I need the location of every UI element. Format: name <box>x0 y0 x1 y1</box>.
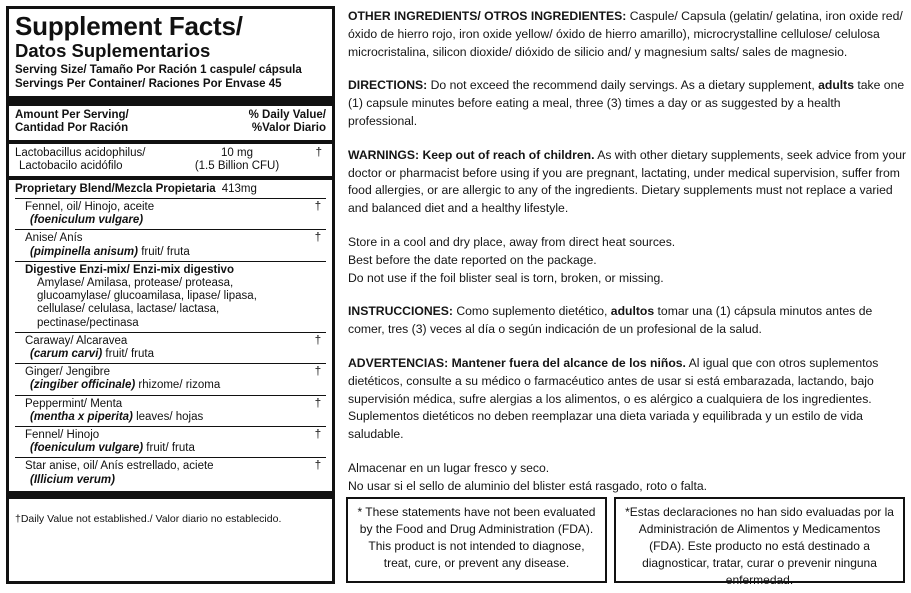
ingredient-name: Star anise, oil/ Anís estrellado, aciete <box>25 460 214 473</box>
instrucciones-text-end: tomar una (1) cápsula minutos antes de comer, tres (3) veces al día o según indicación de un profesional de la salud. <box>348 304 873 337</box>
amount-header: Amount Per Serving/ <box>15 109 129 121</box>
ingredient-row <box>15 333 326 364</box>
ingredient-latin: (zingiber officinale) <box>30 379 136 392</box>
directions-label: DIRECTIONS: <box>348 78 428 93</box>
enzyme-line: glucoamylase/ glucoamilasa, lipase/ lipasa, <box>37 290 257 303</box>
directions <box>348 77 908 130</box>
lacto-name-es: Lactobacilo acidófilo <box>19 160 123 172</box>
divider-thick <box>9 96 332 106</box>
ingredient-latin: (mentha x piperita) <box>30 410 133 423</box>
lacto-dagger: † <box>315 147 322 159</box>
digestive-title: Digestive Enzi-mix/ Enzi-mix digestivo <box>25 263 234 276</box>
ingredient-part: fruit/ fruta <box>143 442 195 455</box>
servings-per-container: Servings Per Container/ Raciones Por Envase 45 <box>15 77 282 90</box>
divider-thick <box>9 491 332 499</box>
advertencias-body: Al igual que con otros suplementos dietéticos, consulte a su médico o farmacéutico antes de usar si está embarazada, lactando, bajo supervisión médica, sufre alergias a los alimentos, o es alérgico a cualquiera de los ingredientes. Suplementos dietéticos no deben reemplazar una dieta variada y equilibrada y un estilo de vida saludable. <box>348 355 879 442</box>
instrucciones <box>348 303 908 339</box>
ingredient-row <box>15 396 326 427</box>
enzyme-line: pectinase/pectinasa <box>37 316 139 329</box>
dv-header: % Daily Value/ <box>248 109 326 121</box>
lacto-name: Lactobacillus acidophilus/ <box>15 147 146 159</box>
fda-disclaimer-en: * These statements have not been evaluated by the Food and Drug Administration (FDA). This product is not intended to diagnose, treat, cure, or prevent any disease. <box>346 497 607 583</box>
ingredient-name: Fennel/ Hinojo <box>25 429 100 442</box>
dagger: † <box>314 201 322 213</box>
advertencias <box>348 355 908 444</box>
other-ingredients-label: OTHER INGREDIENTS/ OTROS INGREDIENTES: <box>348 9 627 23</box>
ingredient-name: Caraway/ Alcaravea <box>25 334 128 347</box>
supplement-facts-panel <box>6 6 335 584</box>
lacto-cfu: (1.5 Billion CFU) <box>194 160 280 172</box>
lactobacillus-row <box>15 144 326 176</box>
facts-title-es: Datos Suplementarios <box>15 40 211 61</box>
ingredient-row <box>15 364 326 395</box>
directions-adults: adults <box>818 78 854 93</box>
amount-header-row <box>15 109 326 138</box>
warnings-keep-out: Keep out of reach of children. <box>419 147 595 162</box>
dagger: † <box>314 460 322 473</box>
label-text-column <box>348 8 908 496</box>
ingredient-part: leaves/ hojas <box>132 410 204 423</box>
ingredient-latin: (carum carvi) <box>30 348 103 361</box>
dv-header-es: %Valor Diario <box>251 122 326 134</box>
dagger: † <box>314 232 322 245</box>
almacenar-line: No usar si el sello de aluminio del blister está rasgado, roto o falta. <box>348 478 708 493</box>
instrucciones-adultos: adultos <box>610 304 655 319</box>
warnings-body: As with other dietary supplements, seek advice from your doctor or pharmacist before using if you are pregnant, lactating, under medical supervision, suffer from food allergies, or are allergic to any of the ingredients. Dietary supplements must not replace a varied and balanced diet and a healthy lifestyle. <box>348 147 907 216</box>
ingredient-latin: (Illicium verum) <box>30 473 115 486</box>
ingredient-name: Anise/ Anís <box>25 232 83 245</box>
storage-line: Best before the date reported on the package. <box>348 252 597 267</box>
facts-title: Supplement Facts/ <box>15 11 243 41</box>
instrucciones-label: INSTRUCCIONES: <box>348 304 453 319</box>
enzyme-line: Amylase/ Amilasa, protease/ proteasa, <box>37 277 234 290</box>
dagger: † <box>314 366 322 379</box>
ingredient-row <box>15 230 326 261</box>
ingredient-row <box>15 427 326 458</box>
ingredient-part: fruit/ fruta <box>138 245 190 258</box>
almacenar-line: Almacenar en un lugar fresco y seco. <box>348 460 550 475</box>
instrucciones-text: Como suplemento dietético, <box>452 304 611 319</box>
ingredient-part: rhizome/ rizoma <box>135 379 221 392</box>
enzyme-line: cellulase/ celulasa, lactase/ lactasa, <box>37 303 220 316</box>
other-ingredients-body: Caspule/ Capsula (gelatin/ gelatina, iron oxide red/ óxido de hierro rojo, iron oxide yellow/ óxido de hierro amarillo), microcrystalline cellulose/ celulosa microcristalina, silicon dioxide/ dióxido de silicio and/ y magnesium salts/ sales de magnesio. <box>348 9 903 59</box>
fda-disclaimer-es: *Estas declaraciones no han sido evaluadas por la Administración de Alimentos y Medicamentos (FDA). Este producto no está destinado a diagnosticar, tratar, curar o prevenir ninguna enfermedad. <box>614 497 905 583</box>
directions-text-end: take one (1) capsule minutes before eating a meal, three (3) times a day or as suggested by a health professional. <box>348 78 905 128</box>
ingredient-row <box>15 458 326 488</box>
blend-label: Proprietary Blend/Mezcla Propietaria <box>15 183 216 195</box>
ingredient-latin: (foeniculum vulgare) <box>30 442 144 455</box>
warnings <box>348 147 908 218</box>
ingredient-part: fruit/ fruta <box>102 348 155 361</box>
storage-line: Do not use if the foil blister seal is torn, broken, or missing. <box>348 270 664 285</box>
digestive-enzyme-row <box>15 262 326 333</box>
advertencias-keep-out: Mantener fuera del alcance de los niños. <box>448 355 686 370</box>
ingredient-latin: (pimpinella anisum) <box>30 245 138 258</box>
lacto-amount: 10 mg <box>221 147 253 159</box>
ingredient-name: Peppermint/ Menta <box>25 397 123 410</box>
advertencias-label: ADVERTENCIAS: <box>348 355 449 370</box>
ingredient-row <box>15 199 326 230</box>
ingredient-name: Ginger/ Jengibre <box>25 366 111 379</box>
dagger: † <box>314 397 322 410</box>
blend-amount: 413mg <box>221 183 257 195</box>
storage-line: Store in a cool and dry place, away from direct heat sources. <box>348 234 676 249</box>
other-ingredients <box>348 8 908 61</box>
directions-text: Do not exceed the recommend daily servings. As a dietary supplement, <box>427 78 819 93</box>
daily-value-footnote: †Daily Value not established./ Valor diario no establecido. <box>15 512 282 525</box>
dagger: † <box>314 334 322 347</box>
proprietary-blend-row <box>15 180 326 199</box>
ingredient-name: Fennel, oil/ Hinojo, aceite <box>25 201 155 213</box>
warnings-label: WARNINGS: <box>348 147 420 162</box>
ingredient-latin: (foeniculum vulgare) <box>30 214 144 227</box>
amount-header-es: Cantidad Por Ración <box>15 122 129 134</box>
serving-size: Serving Size/ Tamaño Por Ración 1 caspule/ cápsula <box>15 64 302 76</box>
dagger: † <box>314 429 322 442</box>
